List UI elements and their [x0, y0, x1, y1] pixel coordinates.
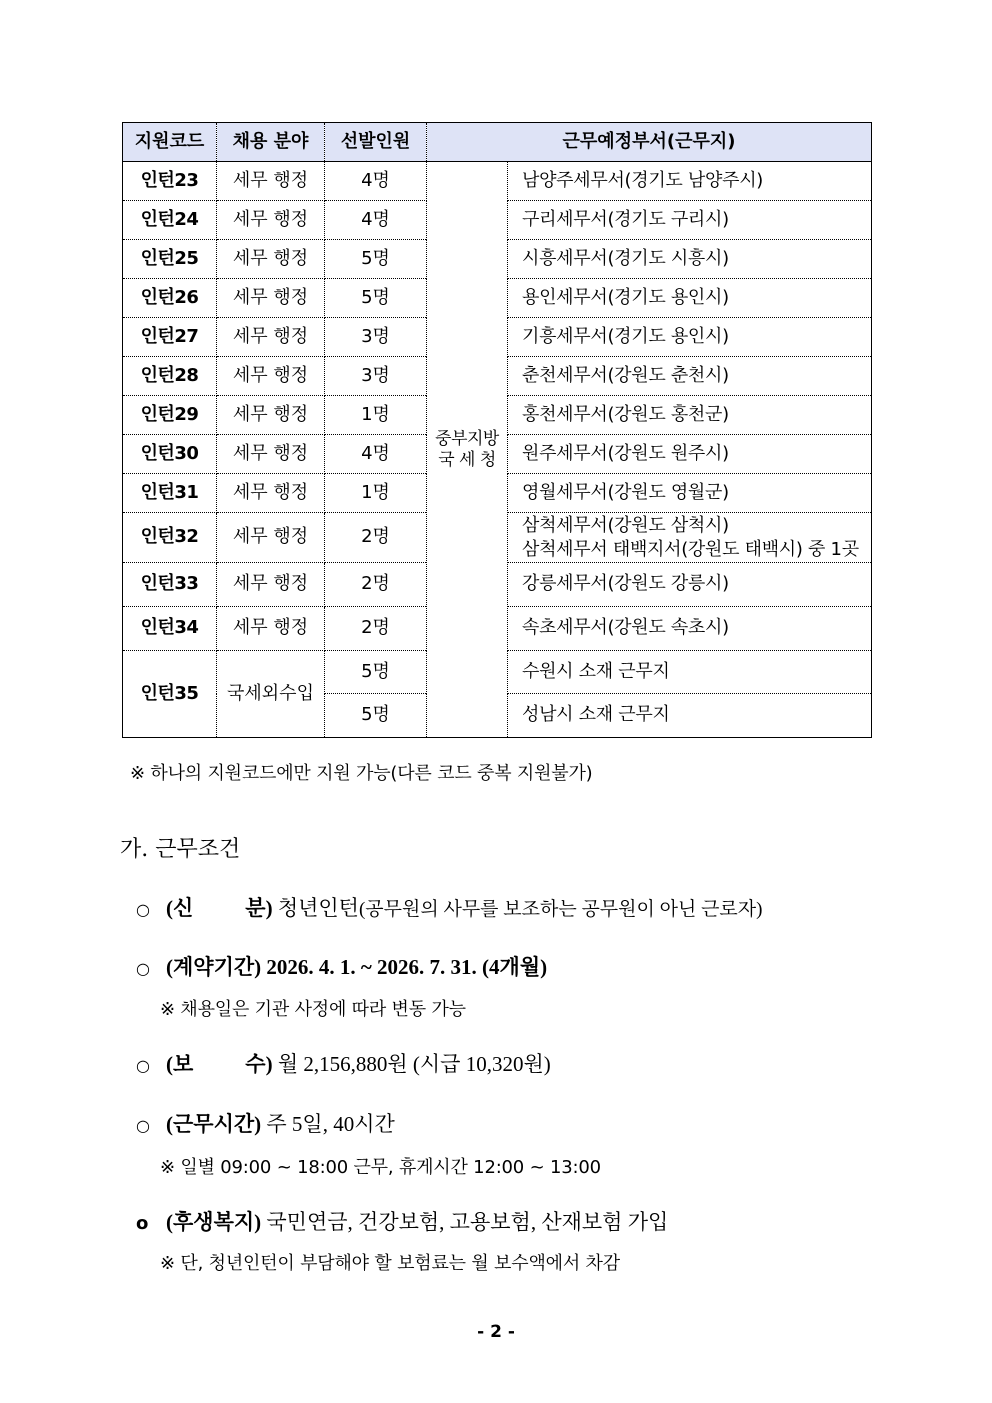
- field-cell: 세무 행정: [217, 240, 325, 279]
- circle-bullet-icon: ○: [136, 959, 150, 978]
- location-line2: 삼척세무서 태백지서(강원도 태백시) 중 1곳: [522, 538, 859, 560]
- count-cell: 2명: [325, 513, 427, 563]
- field-cell: 세무 행정: [217, 279, 325, 318]
- circle-bullet-icon: o: [136, 1213, 149, 1234]
- circle-bullet-icon: ○: [136, 1116, 150, 1135]
- intern-assignment-table: [122, 122, 872, 738]
- location-cell: 기흥세무서(경기도 용인시): [508, 318, 872, 357]
- location-cell: 수원시 소재 근무지: [508, 651, 872, 694]
- field-cell: 세무 행정: [217, 435, 325, 474]
- field-cell: 세무 행정: [217, 396, 325, 435]
- code-cell: 인턴26: [123, 279, 217, 318]
- location-cell: [508, 513, 872, 563]
- field-cell: 세무 행정: [217, 201, 325, 240]
- location-cell: 성남시 소재 근무지: [508, 694, 872, 738]
- item-contract-period: [136, 951, 547, 981]
- location-cell: 용인세무서(경기도 용인시): [508, 279, 872, 318]
- item-text: 청년인턴: [277, 896, 359, 920]
- code-cell: 인턴32: [123, 513, 217, 563]
- item-text: 월 2,156,880원 (시급 10,320원): [277, 1052, 551, 1076]
- location-cell: 시흥세무서(경기도 시흥시): [508, 240, 872, 279]
- item-text: 주 5일, 40시간: [266, 1112, 395, 1136]
- count-cell: 5명: [325, 694, 427, 738]
- item-welfare: [136, 1206, 668, 1236]
- count-cell: 3명: [325, 357, 427, 396]
- field-cell: 세무 행정: [217, 318, 325, 357]
- code-cell: 인턴30: [123, 435, 217, 474]
- location-cell: 남양주세무서(경기도 남양주시): [508, 162, 872, 201]
- table-note: ※ 하나의 지원코드에만 지원 가능(다른 코드 중복 지원불가): [130, 763, 593, 784]
- location-cell: 원주세무서(강원도 원주시): [508, 435, 872, 474]
- code-cell: 인턴27: [123, 318, 217, 357]
- location-cell: 속초세무서(강원도 속초시): [508, 607, 872, 651]
- circle-bullet-icon: ○: [136, 900, 150, 919]
- item-label: (보 수): [166, 1052, 273, 1076]
- code-cell: 인턴31: [123, 474, 217, 513]
- page-number: - 2 -: [477, 1322, 515, 1342]
- item-pay: [136, 1048, 551, 1078]
- header-location: 근무예정부서(근무지): [427, 123, 872, 162]
- org-line1: 중부지방: [435, 429, 499, 450]
- item-text: 2026. 4. 1. ~ 2026. 7. 31. (4개월): [266, 955, 548, 979]
- code-cell: 인턴24: [123, 201, 217, 240]
- count-cell: 5명: [325, 240, 427, 279]
- field-cell: 세무 행정: [217, 162, 325, 201]
- item-status: [136, 892, 762, 922]
- table-header-row: [123, 123, 872, 162]
- header-count: 선발인원: [325, 123, 427, 162]
- section-title: 가. 근무조건: [120, 837, 241, 862]
- item-label: (신 분): [166, 896, 273, 920]
- location-line1: 삼척세무서(강원도 삼척시): [522, 515, 729, 537]
- header-code: 지원코드: [123, 123, 217, 162]
- count-cell: 1명: [325, 396, 427, 435]
- item-text-detail: (공무원의 사무를 보조하는 공무원이 아닌 근로자): [358, 899, 763, 920]
- item-label: (근무시간): [166, 1112, 262, 1136]
- code-cell: 인턴23: [123, 162, 217, 201]
- field-cell: 세무 행정: [217, 474, 325, 513]
- location-cell: 구리세무서(경기도 구리시): [508, 201, 872, 240]
- count-cell: 1명: [325, 474, 427, 513]
- count-cell: 4명: [325, 201, 427, 240]
- code-cell: 인턴25: [123, 240, 217, 279]
- count-cell: 2명: [325, 563, 427, 607]
- item-text: 국민연금, 건강보험, 고용보험, 산재보험 가입: [266, 1210, 669, 1234]
- item-label: (계약기간): [166, 955, 262, 979]
- location-cell: 홍천세무서(강원도 홍천군): [508, 396, 872, 435]
- code-cell: 인턴33: [123, 563, 217, 607]
- field-cell: 국세외수입: [217, 651, 325, 738]
- item-welfare-note: ※ 단, 청년인턴이 부담해야 할 보험료는 월 보수액에서 차감: [160, 1253, 620, 1274]
- code-cell: 인턴35: [123, 651, 217, 738]
- location-cell: 춘천세무서(강원도 춘천시): [508, 357, 872, 396]
- count-cell: 5명: [325, 279, 427, 318]
- location-cell: 강릉세무서(강원도 강릉시): [508, 563, 872, 607]
- count-cell: 4명: [325, 435, 427, 474]
- count-cell: 3명: [325, 318, 427, 357]
- circle-bullet-icon: ○: [136, 1056, 150, 1075]
- header-field: 채용 분야: [217, 123, 325, 162]
- field-cell: 세무 행정: [217, 563, 325, 607]
- table-row: [123, 162, 872, 201]
- code-cell: 인턴29: [123, 396, 217, 435]
- field-cell: 세무 행정: [217, 357, 325, 396]
- field-cell: 세무 행정: [217, 513, 325, 563]
- count-cell: 2명: [325, 607, 427, 651]
- item-work-hours-note: ※ 일별 09:00 ~ 18:00 근무, 휴게시간 12:00 ~ 13:00: [160, 1157, 601, 1178]
- item-work-hours: [136, 1108, 395, 1138]
- code-cell: 인턴28: [123, 357, 217, 396]
- item-contract-note: ※ 채용일은 기관 사정에 따라 변동 가능: [160, 999, 466, 1020]
- count-cell: 5명: [325, 651, 427, 694]
- item-label: (후생복지): [166, 1210, 262, 1234]
- code-cell: 인턴34: [123, 607, 217, 651]
- field-cell: 세무 행정: [217, 607, 325, 651]
- location-cell: 영월세무서(강원도 영월군): [508, 474, 872, 513]
- count-cell: 4명: [325, 162, 427, 201]
- org-line2: 국 세 청: [438, 449, 496, 470]
- org-cell: [427, 162, 508, 738]
